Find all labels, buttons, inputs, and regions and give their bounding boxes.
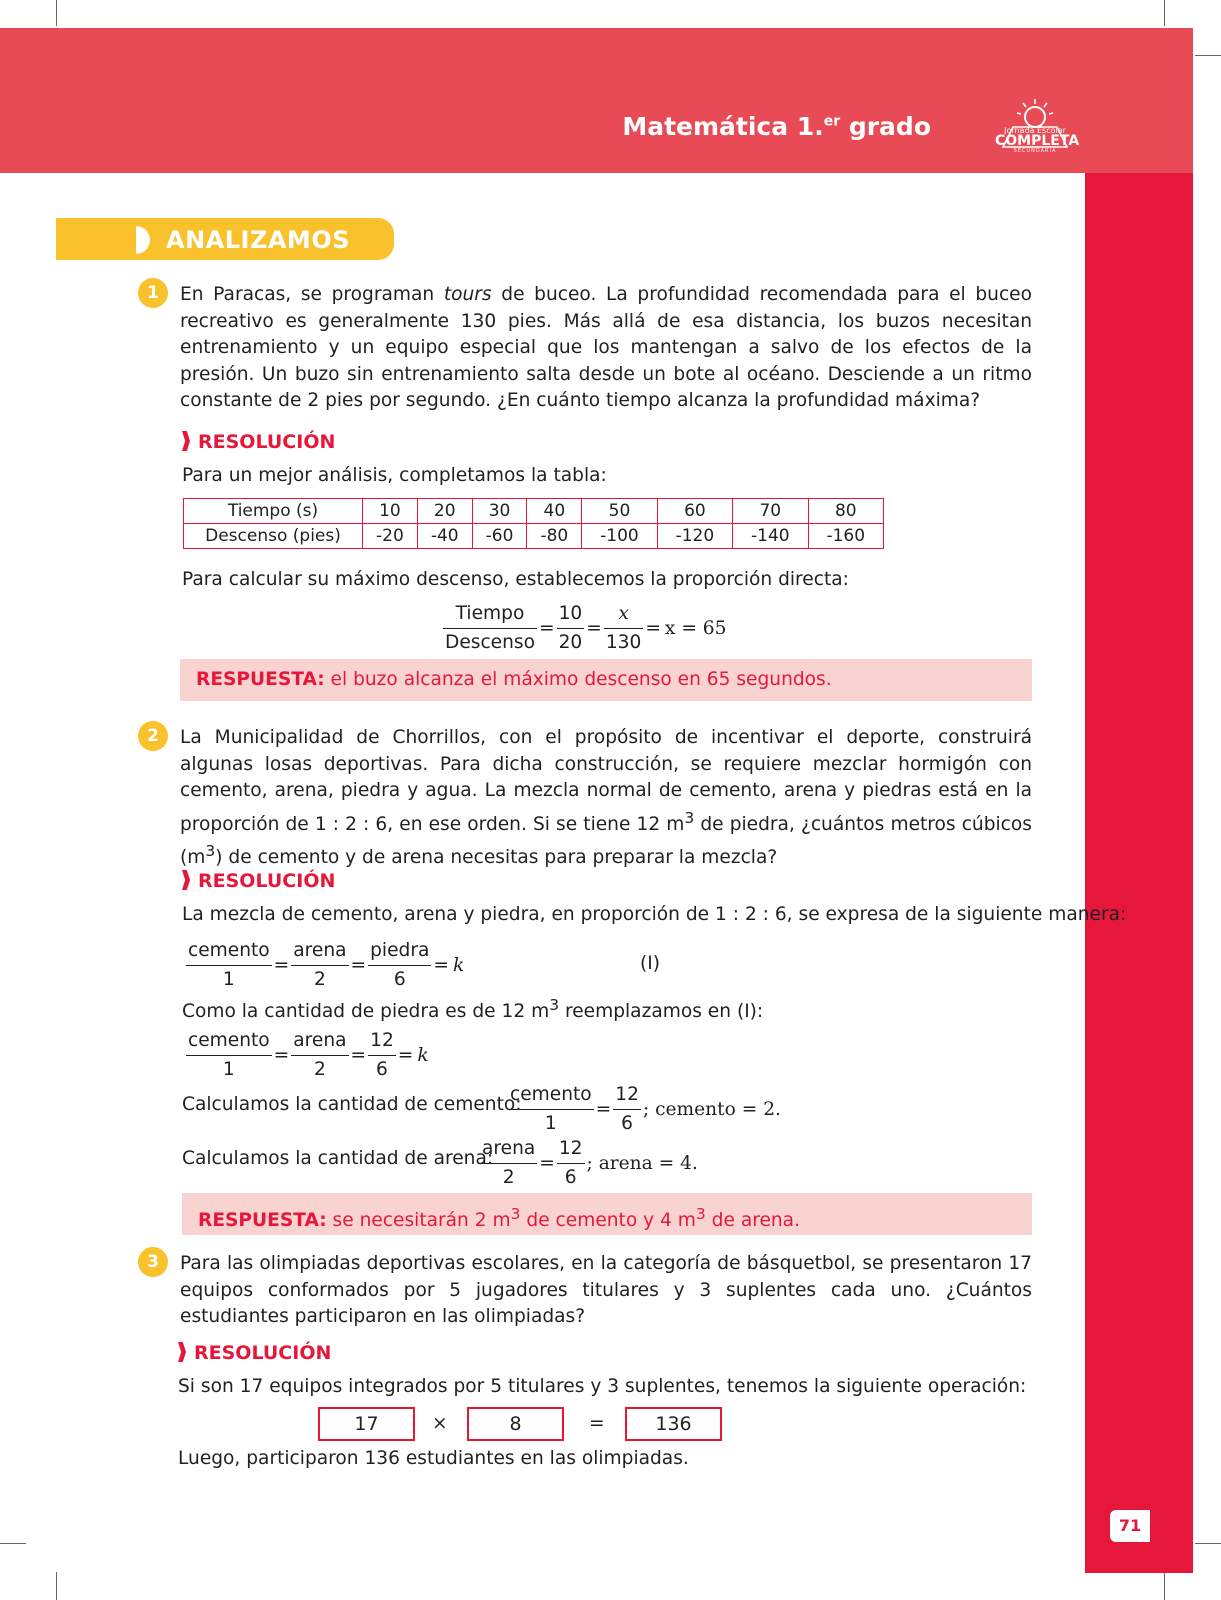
resolution-heading: RESOLUCIÓN xyxy=(178,1340,331,1366)
sand-formula: $\frac{\text{arena}}{2}$ = $\frac{12}{6}$ ; arena = 4. xyxy=(480,1135,700,1192)
table-cell: -60 xyxy=(472,524,527,549)
operand-box: 17 xyxy=(318,1407,415,1441)
table-cell: -100 xyxy=(582,524,657,549)
table-cell: -120 xyxy=(657,524,732,549)
crop-mark xyxy=(1195,55,1221,56)
ratio-formula-1: $\frac{\text{cemento}}{1}$ = $\frac{\text{arena}}{2}$ = $\frac{\text{piedra}}{6}$ = k xyxy=(186,937,466,994)
page-title: Matemática 1.$^{er}$ grado xyxy=(622,112,931,141)
problem-3-text: Para las olimpiadas deportivas escolares, en la categoría de básquetbol, se presentaron 17 equipos conformados por 5 jugadores titulares y 3 suplentes cada uno. ¿Cuántos estudiantes participaron en las olimpiadas? xyxy=(180,1253,1032,1327)
ratio-formula-2: $\frac{\text{cemento}}{1}$ = $\frac{\text{arena}}{2}$ = $\frac{12}{6}$ = k xyxy=(186,1027,431,1084)
table-cell: 30 xyxy=(472,499,527,524)
table-row xyxy=(184,499,884,524)
table-cell: Descenso (pies) xyxy=(184,524,363,549)
resolution-heading: RESOLUCIÓN xyxy=(182,429,335,455)
table-cell: 70 xyxy=(733,499,808,524)
solution-line: La mezcla de cemento, arena y piedra, en proporción de 1 : 2 : 6, se expresa de la siguiente manera: xyxy=(182,904,1127,925)
calc-label: Calculamos la cantidad de cemento: xyxy=(182,1094,522,1115)
solution-line: Si son 17 equipos integrados por 5 titulares y 3 suplentes, tenemos la siguiente operación: xyxy=(178,1376,1027,1397)
side-bar xyxy=(1085,173,1193,1573)
answer-box: RESPUESTA: el buzo alcanza el máximo descenso en 65 segundos. xyxy=(180,659,1032,701)
crop-mark xyxy=(56,1572,57,1600)
table-cell: 10 xyxy=(363,499,418,524)
problem-number-badge: 2 xyxy=(138,721,168,751)
table-intro: Para un mejor análisis, completamos la tabla: xyxy=(182,465,607,486)
logo-text: SECUNDARIA xyxy=(1013,148,1057,154)
table-cell: Tiempo (s) xyxy=(184,499,363,524)
table-cell: -80 xyxy=(527,524,582,549)
table-cell: 60 xyxy=(657,499,732,524)
table-cell: -40 xyxy=(417,524,472,549)
operand-box: 8 xyxy=(467,1407,564,1441)
page-number: 71 xyxy=(1110,1510,1150,1542)
calc-label: Calculamos la cantidad de arena: xyxy=(182,1148,494,1169)
solution-line: Como la cantidad de piedra es de 12 $m^3$ reemplazamos en (I): xyxy=(182,996,764,1023)
problem-number-badge: 3 xyxy=(138,1247,168,1277)
resolution-heading: RESOLUCIÓN xyxy=(182,868,335,894)
problem-number-badge: 1 xyxy=(138,278,168,308)
result-box: 136 xyxy=(625,1407,722,1441)
equals-sign: = xyxy=(589,1413,605,1434)
equation-tag: (I) xyxy=(640,953,660,974)
table-row xyxy=(184,524,884,549)
answer-box: RESPUESTA: se necesitarán 2 $m^3$ de cemento y 4 $m^3$ de arena. xyxy=(182,1193,1032,1235)
crop-mark xyxy=(0,1543,26,1544)
table-cell: 50 xyxy=(582,499,657,524)
problem-1-text: En Paracas, se programan tours de buceo. La profundidad recomendada para el buceo recreativo es generalmente 130 pies. Más allá de esa distancia, los buzos necesitan entrenamiento y un equipo especial que los mantengan a salvo de los efectos de la presión. Un buzo sin entrenamiento salta desde un bote al océano. Desciende a un ritmo constante de 2 pies por segundo. ¿En cuánto tiempo alcanza la profundidad máxima? xyxy=(180,284,1032,411)
logo-text: COMPLETA xyxy=(995,133,1080,149)
table-cell: -160 xyxy=(808,524,883,549)
table-cell: 80 xyxy=(808,499,883,524)
table-cell: 20 xyxy=(417,499,472,524)
logo-text: Jornada Escolar xyxy=(1004,126,1066,135)
table-cell: -140 xyxy=(733,524,808,549)
cement-formula: $\frac{\text{cemento}}{1}$ = $\frac{12}{6}$ ; cemento = 2. xyxy=(508,1081,783,1138)
crop-mark xyxy=(1164,1572,1165,1600)
table-cell: -20 xyxy=(363,524,418,549)
proportion-formula: $\frac{\text{Tiempo}}{\text{Descenso}}$ = $\frac{10}{20}$ = $\frac{x}{130}$ = x = 65 xyxy=(443,600,728,657)
crop-mark xyxy=(1164,0,1165,26)
crop-mark xyxy=(56,0,57,26)
crop-mark xyxy=(1195,1543,1221,1544)
proportion-intro: Para calcular su máximo descenso, establecemos la proporción directa: xyxy=(182,569,849,590)
conclusion-line: Luego, participaron 136 estudiantes en las olimpiadas. xyxy=(178,1448,689,1469)
times-sign: × xyxy=(432,1413,448,1434)
problem-2-text: La Municipalidad de Chorrillos, con el propósito de incentivar el deporte, construirá algunas losas deportivas. Para dicha construcción, se requiere mezclar hormigón con cemento, arena, piedra y agua. La mezcla normal de cemento, arena y piedras está en la proporción de 1 : 2 : 6, en ese orden. Si se tiene 12 $m^3$ de piedra, ¿cuántos metros cúbicos $(m^3)$ de cemento y de arena necesitas para preparar la mezcla? xyxy=(180,727,1032,869)
table-cell: 40 xyxy=(527,499,582,524)
section-title: ANALIZAMOS xyxy=(166,226,351,254)
data-table xyxy=(183,498,884,549)
